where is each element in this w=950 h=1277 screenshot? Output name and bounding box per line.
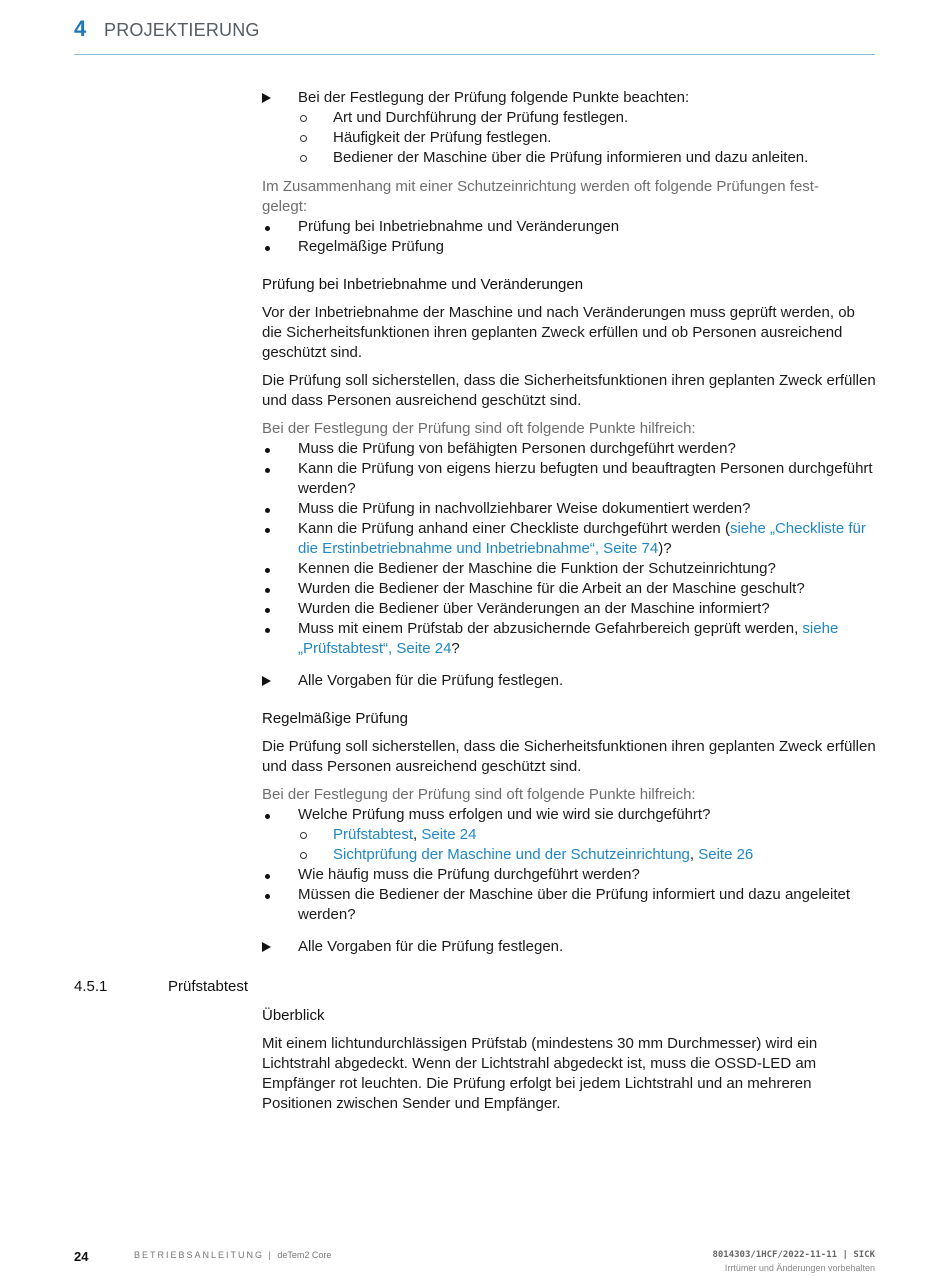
footer-disclaimer: Irrtümer und Änderungen vorbehalten — [724, 1263, 875, 1273]
circle-bullet-icon — [300, 135, 307, 142]
paragraph: Mit einem lichtundurchlässigen Prüfstab (mindestens 30 mm Durchmesser) wird ein Lichtstrahl abgedeckt. Wenn der Lichtstrahl abgedeckt ist, muss die OSSD-LED am Empfänger rot leuchten. Die Prüfung erfolgt bei jedem Lichtstrahl und an mehreren Positionen zwischen Sender und Empfänger. — [262, 1035, 818, 1112]
circle-bullet-icon — [300, 115, 307, 122]
helpful-intro: Bei der Festlegung der Prüfung sind oft folgende Punkte hilfreich: — [262, 786, 696, 803]
section-heading: Regelmäßige Prüfung — [262, 710, 408, 727]
section-number: 4.5.1 — [74, 978, 108, 995]
sub-list-item: Prüfstabtest, Seite 24 — [262, 825, 877, 845]
bullet-icon — [265, 528, 270, 533]
subheading: Überblick — [262, 1007, 325, 1024]
bullet-icon — [265, 226, 270, 231]
context-intro: Im Zusammenhang mit einer Schutzeinrichtung werden oft folgende Prüfungen fest- gelegt: — [262, 178, 819, 215]
bullet-icon — [265, 814, 270, 819]
bullet-icon — [265, 246, 270, 251]
circle-bullet-icon — [300, 852, 307, 859]
step-item: Bei der Festlegung der Prüfung folgende Punkte beachten: — [262, 88, 877, 108]
page-24-link[interactable]: Seite 24 — [421, 826, 477, 843]
list-item: Prüfung bei Inbetriebnahme und Veränderungen — [262, 217, 877, 237]
footer-doc-id: 8014303/1HCF/2022-11-11 | SICK — [712, 1250, 875, 1260]
chapter-number: 4 — [74, 16, 87, 41]
bullet-icon — [265, 608, 270, 613]
circle-bullet-icon — [300, 832, 307, 839]
section-title: Prüfstabtest — [168, 978, 249, 995]
bullet-icon — [265, 874, 270, 879]
bullet-icon — [265, 448, 270, 453]
bullet-icon — [265, 588, 270, 593]
list-item: Kann die Prüfung von eigens hierzu befugten und beauftragten Personen durchgeführt werden? — [262, 459, 877, 499]
step-item: Alle Vorgaben für die Prüfung festlegen. — [262, 671, 877, 691]
page-header — [74, 16, 875, 55]
section-heading: Prüfung bei Inbetriebnahme und Veränderungen — [262, 276, 584, 293]
bullet-icon — [265, 894, 270, 899]
chapter-title: PROJEKTIERUNG — [104, 20, 260, 40]
bullet-icon — [265, 468, 270, 473]
checklist-link[interactable]: siehe „Checkliste für die Erstinbetriebnahme und Inbetriebnahme“, Seite 74 — [298, 520, 866, 557]
list-item: Wie häufig muss die Prüfung durchgeführt werden? — [262, 865, 877, 885]
list-item: Kann die Prüfung anhand einer Checkliste durchgeführt werden (siehe „Checkliste für die Erstinbetriebnahme und Inbetriebnahme“, Seite 74)? — [262, 519, 877, 559]
main-content — [262, 88, 877, 957]
sub-list-item: Art und Durchführung der Prüfung festlegen. — [262, 108, 877, 128]
list-item: Muss die Prüfung von befähigten Personen durchgeführt werden? — [262, 439, 877, 459]
step-arrow-icon — [262, 942, 271, 952]
list-item: Regelmäßige Prüfung — [262, 237, 877, 257]
bullet-icon — [265, 508, 270, 513]
pruefstabtest-title-link[interactable]: Prüfstabtest — [333, 826, 414, 843]
list-item: Kennen die Bediener der Maschine die Funktion der Schutzeinrichtung? — [262, 559, 877, 579]
circle-bullet-icon — [300, 155, 307, 162]
list-item: Muss mit einem Prüfstab der abzusichernde Gefahrbereich geprüft werden, siehe „Prüfstabtest“, Seite 24? — [262, 619, 877, 659]
pruefstabtest-link[interactable]: siehe „Prüfstabtest“, Seite 24 — [298, 620, 839, 657]
list-item: Welche Prüfung muss erfolgen und wie wird sie durchgeführt? — [262, 805, 877, 825]
list-item: Wurden die Bediener der Maschine für die Arbeit an der Maschine geschult? — [262, 579, 877, 599]
step-item: Alle Vorgaben für die Prüfung festlegen. — [262, 937, 877, 957]
helpful-intro: Bei der Festlegung der Prüfung sind oft folgende Punkte hilfreich: — [262, 420, 696, 437]
bullet-icon — [265, 628, 270, 633]
sub-list-item: Bediener der Maschine über die Prüfung informieren und dazu anleiten. — [262, 148, 877, 168]
paragraph: Vor der Inbetriebnahme der Maschine und nach Veränderungen muss geprüft werden, ob die Sicherheitsfunktionen ihren geplanten Zweck erfüllen und ob Personen ausreichend geschützt sind. — [262, 304, 855, 361]
sub-list-item: Häufigkeit der Prüfung festlegen. — [262, 128, 877, 148]
section-451-content — [262, 1006, 877, 1122]
list-item: Muss die Prüfung in nachvollziehbarer Weise dokumentiert werden? — [262, 499, 877, 519]
paragraph: Die Prüfung soll sicherstellen, dass die Sicherheitsfunktionen ihren geplanten Zweck erfüllen und dass Personen ausreichend geschützt sind. — [262, 372, 876, 409]
page-26-link[interactable]: Seite 26 — [698, 846, 754, 863]
list-item: Müssen die Bediener der Maschine über die Prüfung informiert und dazu angeleitet werden? — [262, 885, 877, 925]
page-number: 24 — [74, 1249, 89, 1264]
bullet-icon — [265, 568, 270, 573]
step-arrow-icon — [262, 93, 271, 103]
sichtpruefung-title-link[interactable]: Sichtprüfung der Maschine und der Schutzeinrichtung — [333, 846, 690, 863]
list-item: Wurden die Bediener über Veränderungen an der Maschine informiert? — [262, 599, 877, 619]
paragraph: Die Prüfung soll sicherstellen, dass die Sicherheitsfunktionen ihren geplanten Zweck erfüllen und dass Personen ausreichend geschützt sind. — [262, 738, 876, 775]
footer-document: BETRIEBSANLEITUNG | deTem2 Core — [134, 1250, 332, 1260]
sub-list-item: Sichtprüfung der Maschine und der Schutzeinrichtung, Seite 26 — [262, 845, 877, 865]
step-arrow-icon — [262, 676, 271, 686]
